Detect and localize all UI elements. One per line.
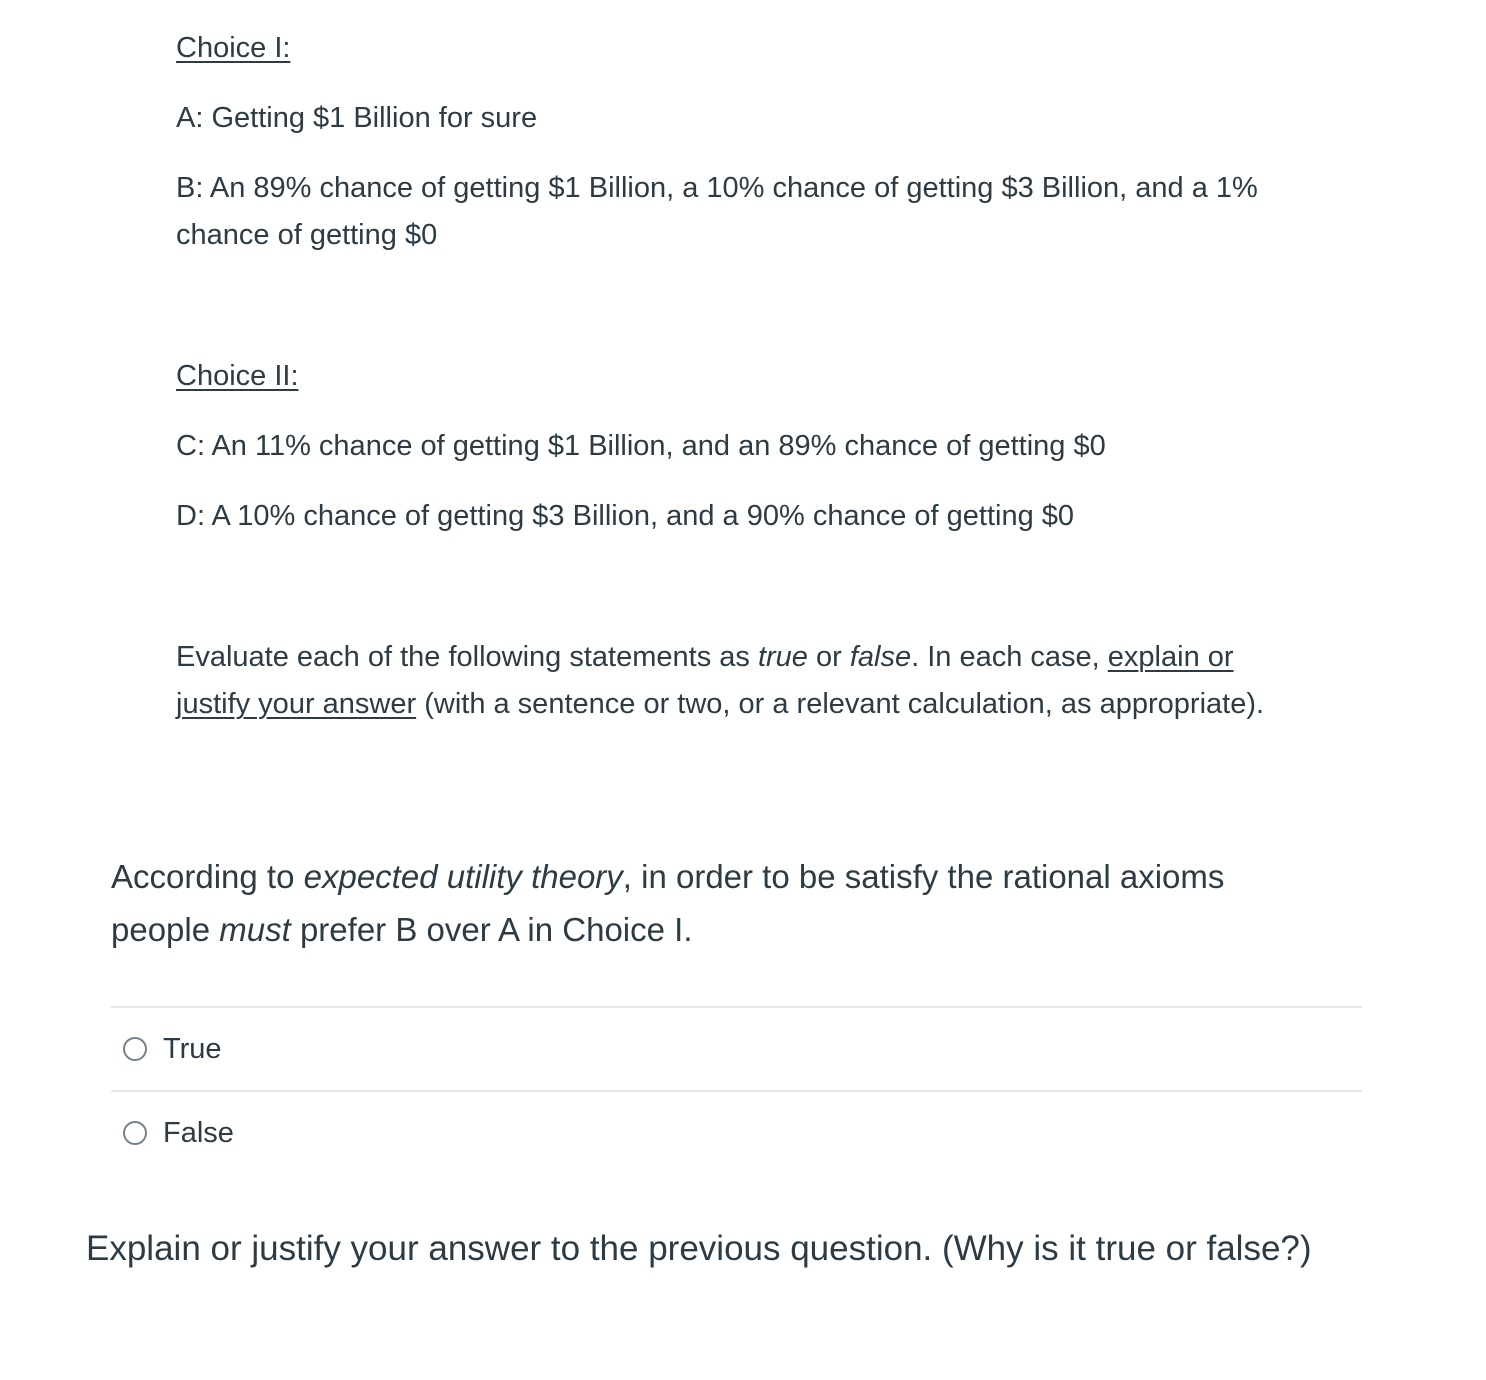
- option-a-text: A: Getting $1 Billion for sure: [176, 102, 538, 134]
- expected-utility-theory-term: expected utility theory: [303, 858, 623, 895]
- option-d-text: D: A 10% chance of getting $3 Billion, and a 90% chance of getting $0: [176, 500, 1075, 532]
- choice-1-heading: Choice I:: [176, 32, 291, 64]
- false-word: false: [849, 641, 912, 673]
- must-word: must: [219, 911, 291, 948]
- answer-label-true[interactable]: True: [163, 1032, 222, 1065]
- answer-option-false[interactable]: [111, 1090, 1362, 1174]
- radio-true[interactable]: [123, 1037, 147, 1061]
- explain-justify-phrase: explain or justify your answer: [176, 641, 1234, 720]
- followup-prompt: Explain or justify your answer to the previous question. (Why is it true or false?): [86, 1229, 1312, 1268]
- question-text: According to expected utility theory, in order to be satisfy the rational axioms people must prefer B over A in Choice I.: [111, 858, 1225, 948]
- answer-label-false[interactable]: False: [163, 1116, 234, 1149]
- answer-options: [111, 1006, 1362, 1174]
- radio-false[interactable]: [123, 1121, 147, 1145]
- choice-2-heading: Choice II:: [176, 360, 299, 392]
- instructions-text: Evaluate each of the following statements as true or false. In each case, explain or justify your answer (with a sentence or two, or a relevant calculation, as appropriate).: [176, 641, 1265, 720]
- option-c-text: C: An 11% chance of getting $1 Billion, and an 89% chance of getting $0: [176, 430, 1106, 462]
- option-b-text: B: An 89% chance of getting $1 Billion, a 10% chance of getting $3 Billion, and a 1% chance of getting $0: [176, 172, 1258, 251]
- true-word: true: [757, 641, 808, 673]
- answer-option-true[interactable]: [111, 1006, 1362, 1090]
